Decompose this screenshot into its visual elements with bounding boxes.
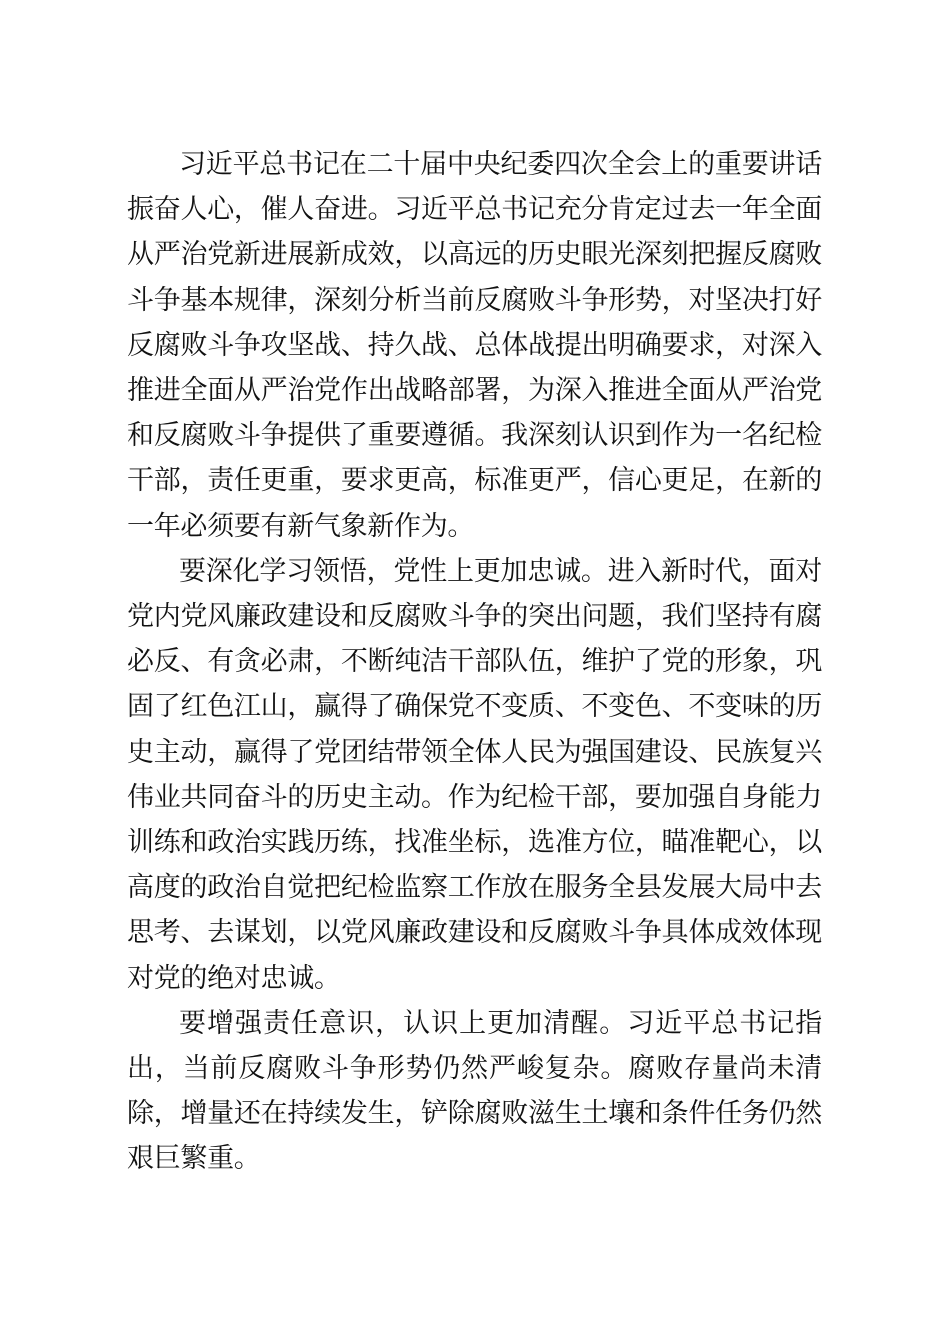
paragraph-3: 要增强责任意识，认识上更加清醒。习近平总书记指出，当前反腐败斗争形势仍然严峻复杂。腐败存量尚未清除，增量还在持续发生，铲除腐败滋生土壤和条件任务仍然艰巨繁重。	[127, 1007, 822, 1175]
paragraph-2: 要深化学习领悟，党性上更加忠诚。进入新时代，面对党内党风廉政建设和反腐败斗争的突出问题，我们坚持有腐必反、有贪必肃，不断纯洁干部队伍，维护了党的形象，巩固了红色江山，赢得了确保党不变质、不变色、不变味的历史主动，赢得了党团结带领全体人民为强国建设、民族复兴伟业共同奋斗的历史主动。作为纪检干部，要加强自身能力训练和政治实践历练，找准坐标，选准方位，瞄准靶心，以高度的政治自觉把纪检监察工作放在服务全县发展大局中去思考、去谋划，以党风廉政建设和反腐败斗争具体成效体现对党的绝对忠诚。	[127, 555, 822, 994]
document-body	[127, 142, 822, 1182]
paragraph-1: 习近平总书记在二十届中央纪委四次全会上的重要讲话振奋人心，催人奋进。习近平总书记充分肯定过去一年全面从严治党新进展新成效，以高远的历史眼光深刻把握反腐败斗争基本规律，深刻分析当前反腐败斗争形势，对坚决打好反腐败斗争攻坚战、持久战、总体战提出明确要求，对深入推进全面从严治党作出战略部署，为深入推进全面从严治党和反腐败斗争提供了重要遵循。我深刻认识到作为一名纪检干部，责任更重，要求更高，标准更严，信心更足，在新的一年必须要有新气象新作为。	[127, 149, 822, 542]
